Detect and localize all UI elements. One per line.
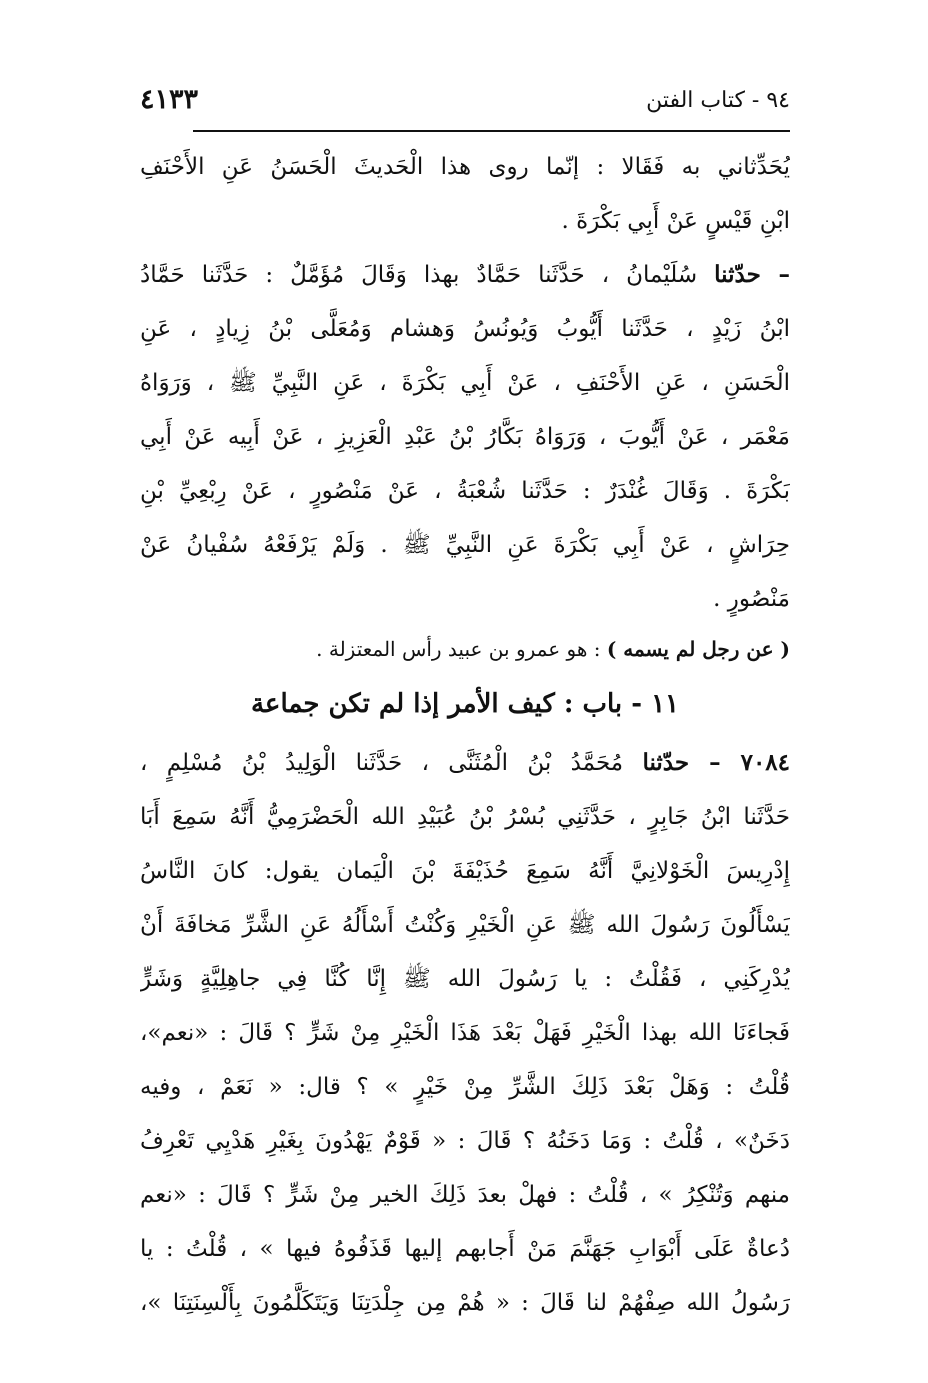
text-line: بَكْرَةَ . وَقَالَ غُنْدَرٌ : حَدَّثَنا شُعْبَةُ ، عَنْ مَنْصُورٍ ، عَنْ رِبْعِيِّ بْنِ xyxy=(140,478,790,504)
text-line: مَنْصُورٍ . xyxy=(713,586,790,612)
text-line: دَخَنٌ» ، قُلْتُ : وَمَا دَخَنُهُ ؟ قَالَ : « قَوْمٌ يَهْدُونَ بِغَيْرِ هَدْيِي تَعْرِفُ xyxy=(140,1128,790,1154)
chapter-heading: ١١ - باب : كيف الأمر إذا لم تكن جماعة xyxy=(250,689,679,719)
footnote-lead: ( عن رجل لم يسمه ) xyxy=(606,637,790,661)
text-line: الْحَسَنِ ، عَنِ الأَحْنَفِ ، عَنْ أَبِي بَكْرَةَ ، عَنِ النَّبِيِّ ﷺ ، وَرَوَاهُ xyxy=(140,370,790,396)
hadith-number-lead: ٧٠٨٤ – حدّثنا xyxy=(642,749,790,776)
text-line: مَعْمَر ، عَنْ أَيُّوبَ ، وَرَوَاهُ بَكَّارُ بْنُ عَبْدِ الْعَزِيزِ ، عَنْ أَبِيه عَنْ أَبِي xyxy=(140,424,790,450)
text-line: دُعاةٌ عَلَى أَبْوَابِ جَهَنَّمَ مَنْ أَجابهم إليها قَذَفُوهُ فيها » ، قُلْتُ : يا xyxy=(140,1236,790,1262)
header-divider xyxy=(193,130,790,132)
text-line: يُحَدِّثاني به فَقَالا : إنّما روى هذا الْحَديثَ الْحَسَنُ عَنِ الأَحْنَفِ xyxy=(140,154,790,180)
text-line: ابْنُ زَيْدٍ ، حَدَّثَنا أَيُّوبُ وَيُونُسُ وَهشام وَمُعَلَّى بْنُ زِيادٍ ، عَنِ xyxy=(140,316,790,342)
text-line: حِرَاشٍ ، عَنْ أَبِي بَكْرَةَ عَنِ النَّبِيِّ ﷺ . وَلَمْ يَرْفَعْهُ سُفْيانُ عَنْ xyxy=(140,532,790,558)
page-header xyxy=(140,84,790,128)
hadith-lead: – حدّثنا xyxy=(714,261,790,288)
text-line xyxy=(140,736,790,790)
page-body xyxy=(140,140,790,1330)
text-line: يُدْرِكَنِي ، فَقُلْتُ : يا رَسُولَ الله ﷺ إِنَّا كُنَّا فِي جاهِلِيَّةٍ وَشَرٍّ xyxy=(140,966,790,992)
text-line: فَجاءَنَا الله بهذا الْخَيْرِ فَهَلْ بَعْدَ هَذَا الْخَيْرِ مِنْ شَرٍّ ؟ قَالَ : «نعم»، xyxy=(140,1020,790,1046)
text-line: يَسْأَلُونَ رَسُولَ الله ﷺ عَنِ الْخَيْرِ وَكُنْتُ أَسْأَلُهُ عَنِ الشَّرِّ مَخافَةَ أَنْ xyxy=(140,912,790,938)
text-span: سُلَيْمانُ ، حَدَّثَنا حَمَّادٌ بهذا وَقَالَ مُؤَمَّلٌ : حَدَّثَنا حَمَّادُ xyxy=(140,262,715,288)
page-number: ٤١٣٣ xyxy=(140,84,199,115)
footnote-line xyxy=(140,626,790,672)
text-line: قُلْتُ : وَهَلْ بَعْدَ ذَلِكَ الشَّرِّ مِنْ خَيْرٍ » ؟ قال: « نَعَمْ ، وفيه xyxy=(140,1074,790,1100)
chapter-title: ٩٤ - كتاب الفتن xyxy=(646,88,790,113)
text-line: إِدْرِيسَ الْخَوْلانِيَّ أَنَّهُ سَمِعَ حُذَيْفَةَ بْنَ الْيَمان يقول: كانَ النَّاسُ xyxy=(140,858,790,884)
footnote-text: : هو عمرو بن عبيد رأس المعتزلة . xyxy=(316,637,607,661)
text-span: مُحَمَّدُ بْنُ الْمُثَنَّى ، حَدَّثَنا الْوَلِيدُ بْنُ مُسْلِمٍ ، xyxy=(140,750,643,776)
text-line: رَسُولُ الله صِفْهُمْ لنا قَالَ : « هُمْ مِن جِلْدَتِنَا وَيَتَكَلَّمُونَ بِأَلْسِنَتِنَا »، xyxy=(140,1290,790,1316)
text-line: ابْنِ قَيْسٍ عَنْ أَبِي بَكْرَةَ . xyxy=(561,208,790,234)
text-line xyxy=(140,248,790,302)
text-line: حَدَّثَنا ابْنُ جَابِرٍ ، حَدَّثَنِي بُسْرُ بْنُ عُبَيْدِ الله الْحَضْرَمِيُّ أَنَّهُ سَمِعَ أَبَا xyxy=(140,804,790,830)
text-line: منهم وَتُنْكِرُ » ، قُلْتُ : فهلْ بعدَ ذَلِكَ الخير مِنْ شَرٍّ ؟ قَالَ : «نعم xyxy=(140,1182,790,1208)
